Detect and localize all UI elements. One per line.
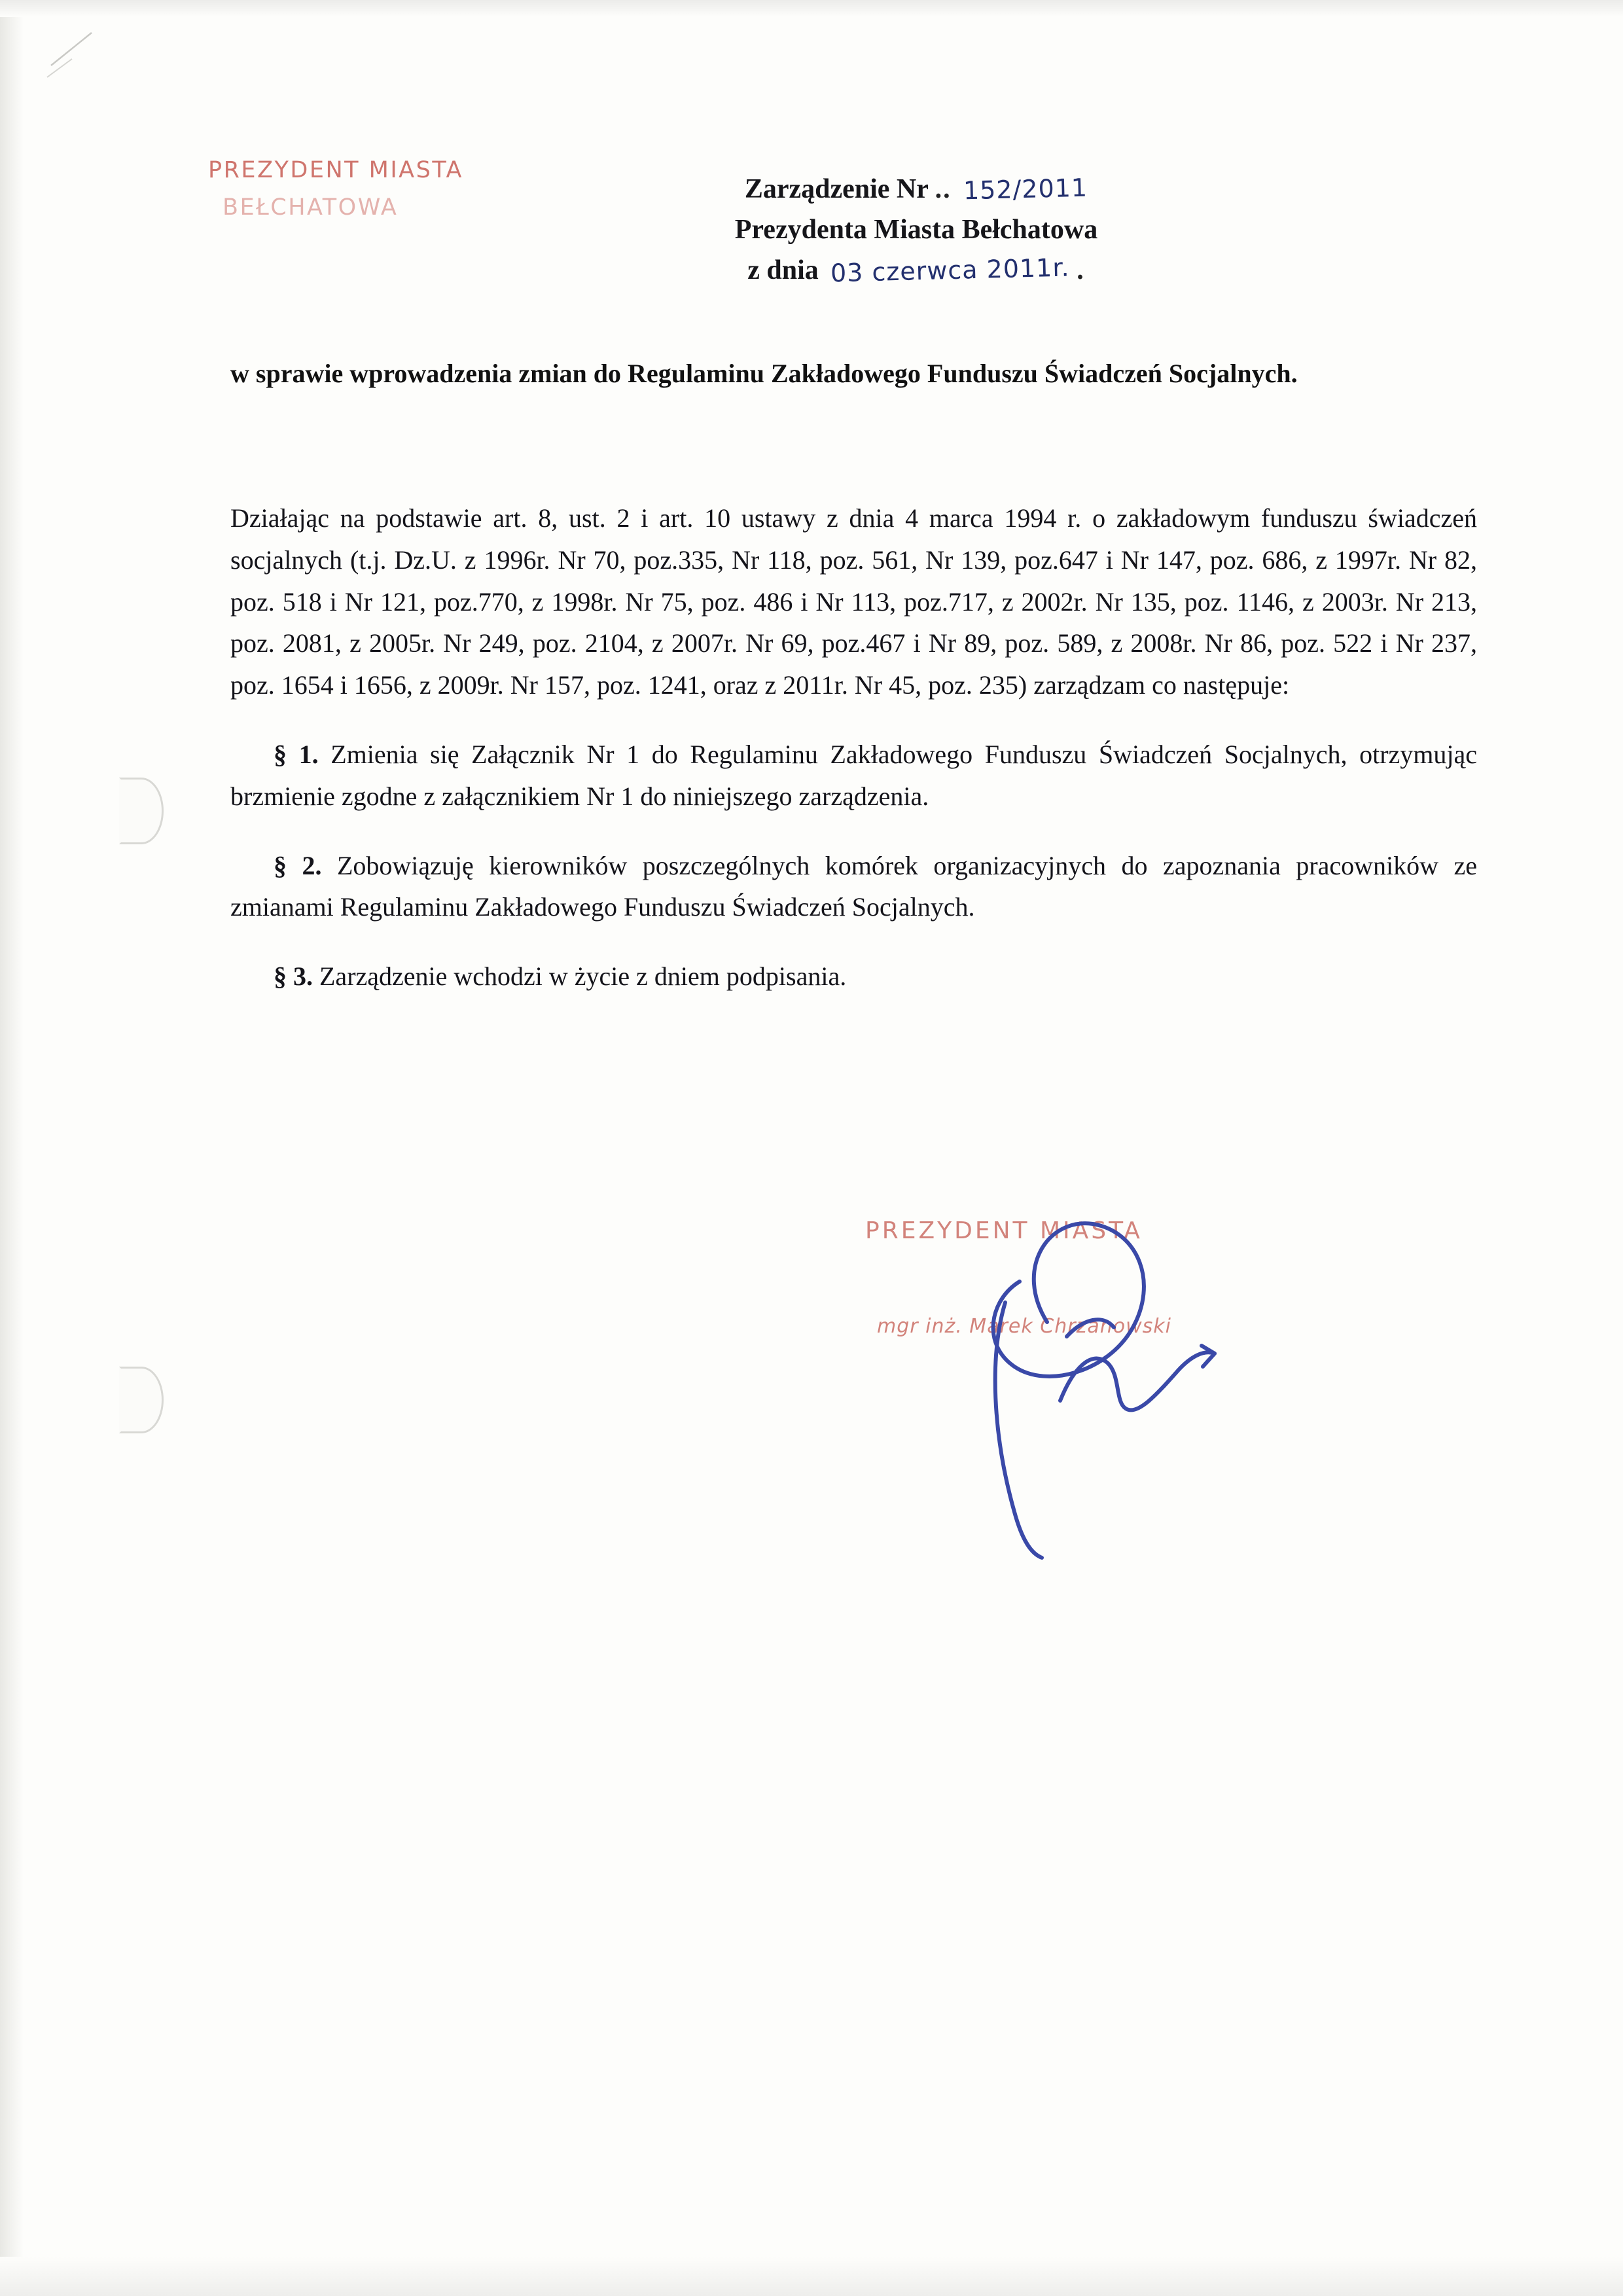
page-edge-shadow-bottom — [0, 2257, 1623, 2296]
handwritten-date: 03 czerwca 2011r. — [830, 253, 1071, 288]
document-body — [230, 497, 1477, 997]
document-title-block — [589, 169, 1243, 291]
page-edge-shadow-top — [0, 0, 1623, 17]
handwritten-decree-number: 152/2011 — [963, 173, 1088, 206]
subject-text: w sprawie wprowadzenia zmian do Regulaminu Zakładowego Funduszu Świadczeń Socjalnych. — [230, 359, 1298, 388]
section-3-marker: § 3. — [274, 961, 313, 992]
dotted-fill-2: . — [1077, 255, 1085, 286]
office-stamp — [208, 152, 463, 226]
title-label-decree-number: Zarządzenie Nr — [744, 174, 929, 204]
title-label-date: z dnia — [747, 255, 819, 286]
title-line-2: Prezydenta Miasta Bełchatowa — [734, 215, 1098, 245]
section-3-paragraph — [230, 956, 1477, 997]
hole-punch-mark — [119, 1367, 164, 1433]
signature-stamp-name: mgr inż. Marek Chrzanowski — [877, 1315, 1171, 1338]
dotted-fill-1: .. — [935, 174, 952, 204]
section-1-paragraph — [230, 734, 1477, 817]
office-stamp-line-2: BEŁCHATOWA — [223, 194, 399, 221]
signature-stamp-title: PREZYDENT MIASTA — [865, 1217, 1143, 1244]
section-3-text: Zarządzenie wchodzi w życie z dniem podpisania. — [319, 961, 847, 992]
section-2-paragraph — [230, 845, 1477, 929]
title-line-1 — [589, 169, 1243, 209]
section-2-marker: § 2. — [274, 850, 322, 880]
section-2-text: Zobowiązuję kierowników poszczególnych komórek organizacyjnych do zapoznania pracowników ze zmianami Regulaminu Zakładowego Funduszu Świadczeń Socjalnych. — [230, 850, 1478, 922]
section-1-marker: § 1. — [274, 739, 319, 769]
signature-stamp — [865, 1217, 1171, 1338]
hole-punch-mark — [119, 778, 164, 844]
office-stamp-line-1: PREZYDENT MIASTA — [208, 157, 463, 183]
page-edge-shadow-left — [0, 0, 24, 2296]
document-subject — [230, 353, 1474, 394]
legal-basis-paragraph: Działając na podstawie art. 8, ust. 2 i art. 10 ustawy z dnia 4 marca 1994 r. o zakładowym funduszu świadczeń socjalnych (t.j. Dz.U. z 1996r. Nr 70, poz.335, Nr 118, poz. 561, Nr 139, poz.647 i Nr 147, poz. 686, z 1997r. Nr 82, poz. 518 i Nr 121, poz.770, z 1998r. Nr 75, poz. 486 i Nr 113, poz.717, z 2002r. Nr 135, poz. 1146, z 2003r. Nr 213, poz. 2081, z 2005r. Nr 249, poz. 2104, z 2007r. Nr 69, poz.467 i Nr 89, poz. 589, z 2008r. Nr 86, poz. 522 i Nr 237, poz. 1654 i 1656, z 2009r. Nr 157, poz. 1241, oraz z 2011r. Nr 45, poz. 235) zarządzam co następuje: — [230, 503, 1477, 700]
section-1-text: Zmienia się Załącznik Nr 1 do Regulaminu Zakładowego Funduszu Świadczeń Socjalnych, otrzymując brzmienie zgodne z załącznikiem Nr 1 do niniejszego zarządzenia. — [230, 739, 1477, 811]
corner-fold-mark — [46, 26, 124, 85]
title-line-3 — [589, 250, 1243, 291]
